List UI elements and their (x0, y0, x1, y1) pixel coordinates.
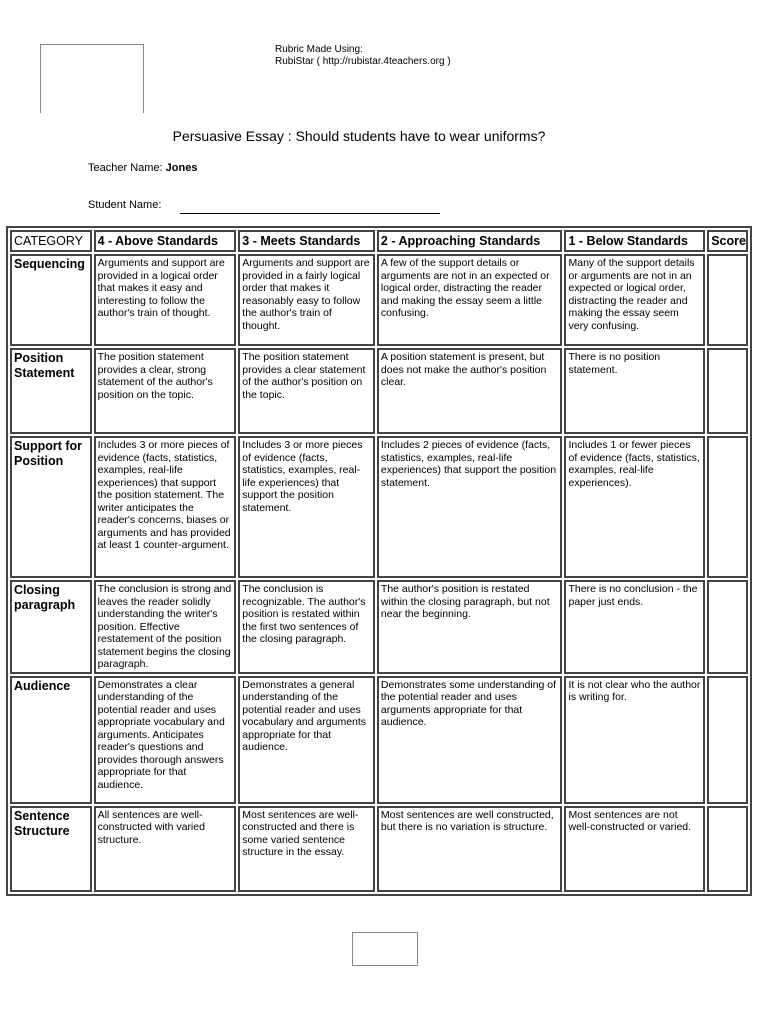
cell-level-3: The conclusion is recognizable. The author's position is restated within the first two sentences of the closing paragraph. (238, 580, 375, 674)
table-row (10, 436, 748, 578)
rubric-table (6, 226, 752, 896)
rubric-title: Persuasive Essay : Should students have to wear uniforms? (172, 128, 546, 144)
cell-level-1: There is no conclusion - the paper just ends. (564, 580, 705, 674)
rubric-source-note (275, 44, 451, 68)
cell-level-1: Includes 1 or fewer pieces of evidence (facts, statistics, examples, real-life experiences). (564, 436, 705, 578)
table-row (10, 580, 748, 674)
teacher-name-line (88, 162, 197, 174)
student-label: Student Name: (88, 199, 162, 211)
row-category: Closing paragraph (10, 580, 92, 674)
cell-level-4: Demonstrates a clear understanding of the potential reader and uses appropriate vocabulary and arguments. Anticipates reader's questions and provides thorough answers appropriate for that audience. (94, 676, 237, 804)
cell-level-4: The position statement provides a clear, strong statement of the author's position on the topic. (94, 348, 237, 434)
header-level-1: 1 - Below Standards (564, 230, 705, 252)
cell-level-1: There is no position statement. (564, 348, 705, 434)
cell-level-2: A position statement is present, but does not make the author's position clear. (377, 348, 563, 434)
header-level-3: 3 - Meets Standards (238, 230, 375, 252)
table-row (10, 254, 748, 346)
table-row (10, 806, 748, 892)
rubric-title-container (0, 128, 768, 144)
table-row (10, 676, 748, 804)
student-name-line (88, 199, 440, 214)
row-category: Position Statement (10, 348, 92, 434)
row-category: Support for Position (10, 436, 92, 578)
cell-level-3: Most sentences are well-constructed and there is some varied sentence structure in the essay. (238, 806, 375, 892)
cell-level-1: It is not clear who the author is writing for. (564, 676, 705, 804)
cell-level-1: Most sentences are not well-constructed or varied. (564, 806, 705, 892)
header-category: CATEGORY (10, 230, 92, 252)
cell-level-3: Demonstrates a general understanding of the potential reader and uses vocabulary and arguments appropriate for that audience. (238, 676, 375, 804)
cell-score[interactable] (707, 348, 748, 434)
teacher-name: Jones (165, 162, 198, 174)
cell-level-4: The conclusion is strong and leaves the reader solidly understanding the writer's position. Effective restatement of the position statement begins the closing paragraph. (94, 580, 237, 674)
page-number-box (352, 932, 418, 966)
cell-level-4: Includes 3 or more pieces of evidence (facts, statistics, examples, real-life experiences) that support the position statement. The writer anticipates the reader's concerns, biases or arguments and has provided at least 1 counter-argument. (94, 436, 237, 578)
cell-score[interactable] (707, 436, 748, 578)
made-using-label: Rubric Made Using: (275, 44, 363, 55)
cell-level-4: Arguments and support are provided in a logical order that makes it easy and interesting to follow the author's train of thought. (94, 254, 237, 346)
cell-level-2: The author's position is restated within the closing paragraph, but not near the beginning. (377, 580, 563, 674)
cell-level-1: Many of the support details or arguments are not in an expected or logical order, distracting the reader and making the essay seem very confusing. (564, 254, 705, 346)
row-category: Audience (10, 676, 92, 804)
cell-level-2: Most sentences are well constructed, but there is no variation is structure. (377, 806, 563, 892)
cell-level-2: Demonstrates some understanding of the potential reader and uses arguments appropriate for that audience. (377, 676, 563, 804)
cell-level-3: Arguments and support are provided in a fairly logical order that makes it reasonably easy to follow the author's train of thought. (238, 254, 375, 346)
logo-placeholder-box (40, 44, 144, 113)
cell-score[interactable] (707, 806, 748, 892)
row-category: Sentence Structure (10, 806, 92, 892)
cell-level-2: Includes 2 pieces of evidence (facts, statistics, examples, real-life experiences) that support the position statement. (377, 436, 563, 578)
cell-level-4: All sentences are well-constructed with varied structure. (94, 806, 237, 892)
header-score: Score (707, 230, 748, 252)
made-using-source: RubiStar ( http://rubistar.4teachers.org ) (275, 56, 451, 67)
student-name-blank[interactable] (180, 201, 440, 214)
cell-score[interactable] (707, 254, 748, 346)
cell-level-2: A few of the support details or arguments are not in an expected or logical order, distracting the reader and making the essay seem a little confusing. (377, 254, 563, 346)
teacher-label: Teacher Name: (88, 162, 163, 174)
cell-level-3: The position statement provides a clear statement of the author's position on the topic. (238, 348, 375, 434)
cell-level-3: Includes 3 or more pieces of evidence (facts, statistics, examples, real-life experiences) that support the position statement. (238, 436, 375, 578)
cell-score[interactable] (707, 580, 748, 674)
cell-score[interactable] (707, 676, 748, 804)
table-row (10, 348, 748, 434)
header-level-2: 2 - Approaching Standards (377, 230, 563, 252)
row-category: Sequencing (10, 254, 92, 346)
table-header-row (10, 230, 748, 252)
header-level-4: 4 - Above Standards (94, 230, 237, 252)
